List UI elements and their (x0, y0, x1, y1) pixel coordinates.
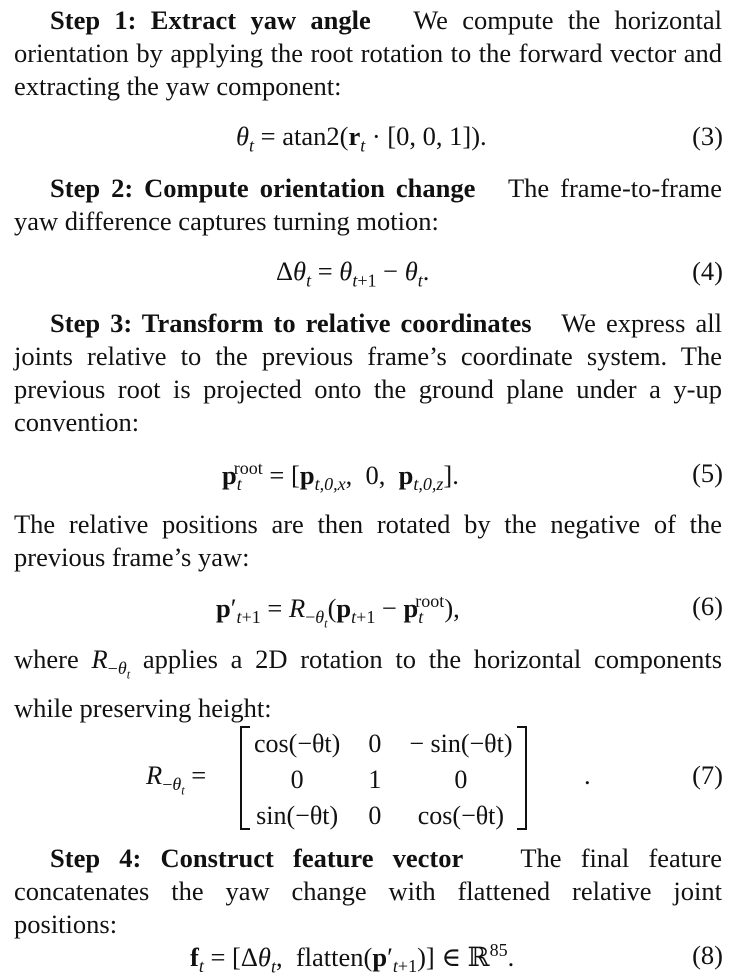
equation-6 (0, 591, 749, 631)
where-rest: applies a 2D rotation to the horizontal components while preserving height: (14, 644, 723, 723)
equation-7-lhs: $R_{-\theta_t}$ = (146, 760, 207, 798)
matrix-left-bracket (240, 726, 250, 830)
equation-8-body: $f_t = [\Delta\theta_t$, $flatten(p'_{t+1})$] ∈ ℝ$^{85}$. (190, 940, 515, 977)
equation-4-number: (4) (692, 256, 723, 286)
equation-7-number: (7) (692, 760, 723, 790)
step1-paragraph (14, 4, 722, 103)
matrix-cell: cos(−θt) (417, 801, 505, 830)
step2-heading: Step 2: Compute orientation change (50, 173, 476, 203)
equation-3-body: $\theta_t = atan2(r_t \cdot [0$, 0, 1]). (236, 121, 487, 156)
equation-5-body: $p_t^{root} = [p_{t,0,x}$, 0, $p_{t,0,z}$]. (222, 458, 459, 495)
where-paragraph: where $R_{-\theta_t}$ applies a 2D rotation to the horizontal components while preserving height: (14, 644, 723, 723)
matrix-cell: − sin(−θt) (409, 729, 513, 758)
step2-text: The frame-to-frame yaw difference captures turning motion: (14, 173, 722, 236)
equation-5-number: (5) (692, 458, 723, 488)
equation-8 (0, 940, 749, 976)
matrix-cell: sin(−θt) (256, 801, 339, 830)
matrix-cell: 0 (454, 765, 468, 794)
equation-4 (0, 256, 749, 292)
equation-3 (0, 121, 749, 157)
equation-7-period: . (584, 760, 591, 790)
step1-heading: Step 1: Extract yaw angle (50, 5, 371, 35)
equation-3-number: (3) (692, 121, 723, 151)
equation-6-body: $p'_{t+1} = R_{-\theta_t}(p_{t+1} - p_t^{root})$, (216, 591, 460, 631)
step4-paragraph (14, 842, 722, 941)
step4-heading: Step 4: Construct feature vector (50, 843, 464, 873)
rotation-matrix (240, 726, 527, 830)
matrix-table (240, 726, 527, 834)
equation-4-body: $\Delta\theta_t = \theta_{t+1} - \theta_t$. (276, 256, 430, 291)
equation-7 (0, 726, 749, 830)
step1-text: We compute the horizontal orientation by applying the root rotation to the forward vector and extracting the yaw component: (14, 5, 722, 101)
matrix-cell: 1 (368, 765, 382, 794)
where-lead: where (14, 644, 79, 674)
matrix-right-bracket (517, 726, 527, 830)
equation-8-number: (8) (692, 940, 723, 970)
feature-dimension: 85 (489, 940, 508, 960)
matrix-row (240, 726, 527, 762)
step3-heading: Step 3: Transform to relative coordinates (50, 308, 532, 338)
step3-text: We express all joints relative to the previous frame’s coordinate system. The previous root is projected onto the ground plane under a y-up convention: (14, 308, 722, 437)
matrix-cell: cos(−θt) (254, 729, 341, 758)
step2-paragraph (14, 172, 722, 238)
matrix-cell: 0 (290, 765, 304, 794)
step4-text: The final feature concatenates the yaw change with flattened relative joint positions: (14, 843, 722, 939)
step3-paragraph (14, 307, 722, 439)
matrix-row (240, 798, 527, 834)
matrix-cell: 0 (368, 729, 382, 758)
matrix-cell: 0 (368, 801, 382, 830)
equation-6-number: (6) (692, 591, 723, 621)
relative-paragraph: The relative positions are then rotated by the negative of the previous frame’s yaw: (14, 509, 722, 572)
matrix-row (240, 762, 527, 798)
equation-5 (0, 458, 749, 494)
